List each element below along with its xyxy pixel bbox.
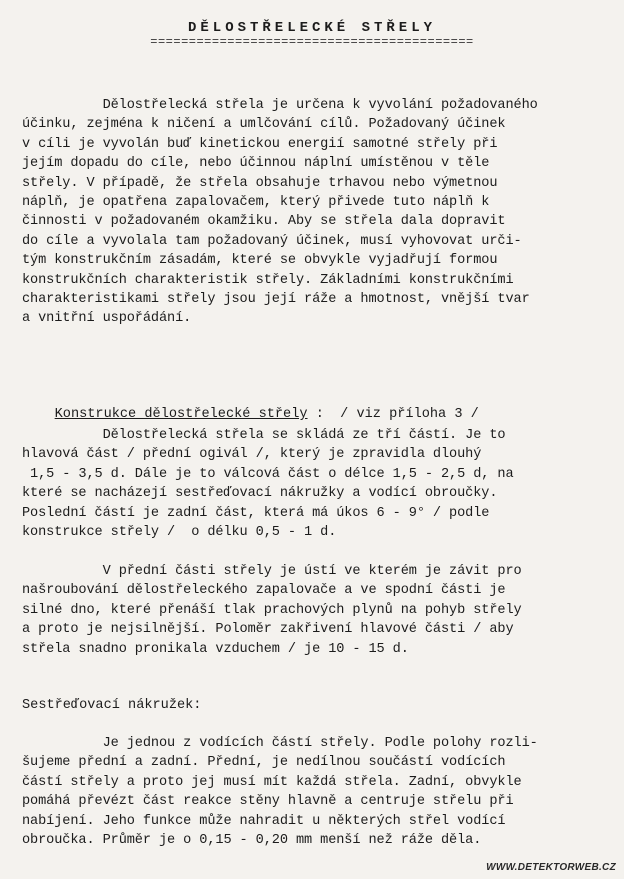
text-line: obroučka. Průměr je o 0,15 - 0,20 mm menší než ráže děla. bbox=[22, 832, 482, 848]
text-line: a vnitřní uspořádání. bbox=[22, 311, 192, 327]
text-line: Dělostřelecká střela je určena k vyvolání požadovaného bbox=[22, 98, 538, 113]
text-line: konstrukčních charakteristik střely. Základními konstrukčními bbox=[22, 272, 514, 288]
text-line: střely. V případě, že střela obsahuje trhavou nebo výmetnou bbox=[22, 175, 498, 191]
text-line: náplň, je opatřena zapalovačem, který přivede tuto náplň k bbox=[22, 194, 490, 210]
text-line: Dělostřelecká střela se skládá ze tří částí. Je to bbox=[22, 428, 506, 443]
text-line: charakteristikami střely jsou její ráže a hmotnost, vnější tvar bbox=[22, 291, 530, 307]
text-line: Poslední částí je zadní část, která má úkos 6 - 9° / podle bbox=[22, 505, 490, 521]
text-line: tým konstrukčním zásadám, které se obvykle vyjadřují formou bbox=[22, 253, 498, 269]
text-line: pomáhá převézt část reakce stěny hlavně a centruje střelu při bbox=[22, 794, 514, 810]
title-underline: ========================================== bbox=[150, 35, 474, 49]
section-heading-nakruzek: Sestřeďovací nákružek: bbox=[22, 698, 202, 713]
text-line: v cíli je vyvolán buď kinetickou energií samotné střely při bbox=[22, 136, 498, 152]
text-line: a proto je nejsilnější. Poloměr zakřivení hlavové části / aby bbox=[22, 622, 514, 638]
text-line: činnosti v požadovaném okamžiku. Aby se střela dala dopravit bbox=[22, 214, 506, 230]
section-heading-konstrukce-reference: : / viz příloha 3 / bbox=[307, 407, 479, 422]
text-line: hlavová část / přední ogivál /, který je zpravidla dlouhý bbox=[22, 447, 482, 463]
text-line: našroubování dělostřeleckého zapalovače a ve spodní části je bbox=[22, 583, 506, 599]
text-line: nabíjení. Jeho funkce může nahradit u některých střel vodící bbox=[22, 813, 506, 829]
text-line: které se nacházejí sestřeďovací nákružky a vodící obroučky. bbox=[22, 486, 498, 502]
page-title: DĚLOSTŘELECKÉ STŘELY bbox=[187, 20, 437, 36]
text-line: konstrukce střely / o délku 0,5 - 1 d. bbox=[22, 524, 337, 540]
watermark: WWW.DETEKTORWEB.CZ bbox=[486, 862, 616, 873]
paragraph-nakruzek bbox=[22, 734, 612, 850]
text-line: V přední části střely je ústí ve kterém je závit pro bbox=[22, 564, 522, 579]
text-line: šujeme přední a zadní. Přední, je nedílnou součástí vodících bbox=[22, 755, 506, 771]
text-line: střela snadno pronikala vzduchem / je 10 - 15 d. bbox=[22, 641, 409, 657]
paragraph-front-part bbox=[22, 562, 612, 659]
paragraph-parts bbox=[22, 426, 612, 542]
text-line: Je jednou z vodících částí střely. Podle polohy rozli- bbox=[22, 736, 538, 751]
text-line: do cíle a vyvolala tam požadovaný účinek, musí vyhovovat urči- bbox=[22, 233, 522, 249]
text-line: částí střely a proto jej musí mít každá střela. Zadní, obvykle bbox=[22, 774, 522, 790]
section-heading-konstrukce-title: Konstrukce dělostřelecké střely bbox=[54, 407, 308, 422]
text-line: 1,5 - 3,5 d. Dále je to válcová část o délce 1,5 - 2,5 d, na bbox=[22, 466, 514, 482]
paragraph-intro bbox=[22, 96, 612, 329]
text-line: jejím dopadu do cíle, nebo účinnou náplní umístěnou v těle bbox=[22, 156, 490, 172]
text-line: silné dno, které přenáší tlak prachových plynů na pohyb střely bbox=[22, 602, 522, 618]
text-line: účinku, zejména k ničení a umlčování cílů. Požadovaný účinek bbox=[22, 117, 506, 133]
